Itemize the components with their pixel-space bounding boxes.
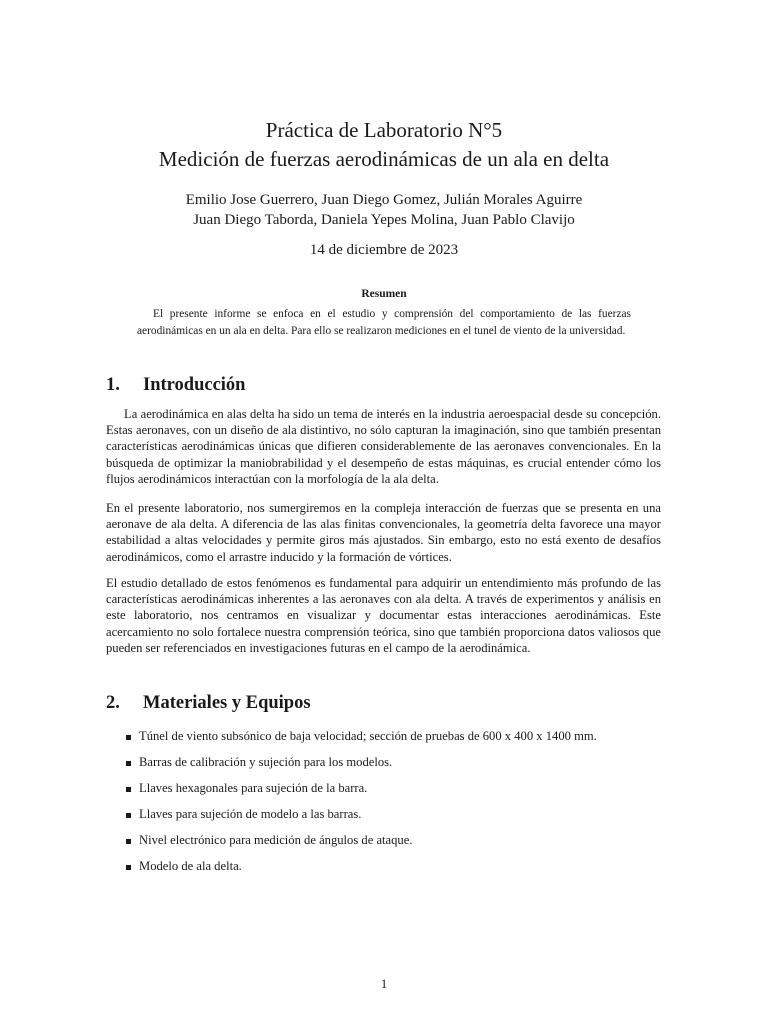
bullet-icon	[126, 735, 131, 740]
author-list	[0, 190, 768, 230]
intro-paragraph-1: La aerodinámica en alas delta ha sido un tema de interés en la industria aeroespacial desde su concepción. Estas aeronaves, con un diseño de ala distintivo, no sólo capturan la imaginación, sino que también presentan características aerodinámicas únicas que difieren considerablemente de las aeronaves convencionales. En la búsqueda de optimizar la maniobrabilidad y el desempeño de estas máquinas, es crucial entender cómo los flujos aerodinámicos interactúan con la morfología de la ala delta.	[106, 407, 661, 486]
intro-paragraph-2: En el presente laboratorio, nos sumergiremos en la compleja interacción de fuerzas que se presenta en una aeronave de ala delta. A diferencia de las alas finitas convencionales, la geometría delta favorece una mayor estabilidad a altas velocidades y permite giros más ajustados. Sin embargo, esto no está exento de desafíos aerodinámicos, como el arrastre inducido y la formación de vórtices.	[106, 501, 661, 564]
title-line-1: Práctica de Laboratorio N°5	[265, 118, 503, 142]
bullet-icon	[126, 839, 131, 844]
section-number: 2.	[106, 693, 120, 713]
section-heading-introduccion	[106, 373, 245, 397]
list-item	[126, 853, 597, 879]
materials-list	[126, 723, 597, 879]
section-number: 1.	[106, 375, 120, 395]
list-item-text: Llaves para sujeción de modelo a las barras.	[139, 807, 362, 821]
list-item	[126, 827, 597, 853]
list-item	[126, 775, 597, 801]
authors-line-1: Emilio Jose Guerrero, Juan Diego Gomez, Julián Morales Aguirre	[185, 192, 583, 208]
bullet-icon	[126, 761, 131, 766]
abstract-heading: Resumen	[361, 288, 407, 300]
list-item	[126, 801, 597, 827]
document-date: 14 de diciembre de 2023	[309, 242, 459, 258]
list-item	[126, 723, 597, 749]
list-item-text: Nivel electrónico para medición de ángulos de ataque.	[139, 833, 413, 847]
authors-line-2: Juan Diego Taborda, Daniela Yepes Molina, Juan Pablo Clavijo	[193, 212, 575, 228]
list-item	[126, 749, 597, 775]
document-title	[0, 116, 768, 174]
title-line-2: Medición de fuerzas aerodinámicas de un ala en delta	[158, 147, 610, 171]
list-item-text: Túnel de viento subsónico de baja velocidad; sección de pruebas de 600 x 400 x 1400 mm.	[139, 729, 597, 743]
section-title: Introducción	[143, 375, 246, 395]
intro-paragraph-3: El estudio detallado de estos fenómenos es fundamental para adquirir un entendimiento más profundo de las características aerodinámicas inherentes a las aeronaves con ala delta. A través de experimentos y análisis en este laboratorio, nos centramos en visualizar y documentar estas interacciones aerodinámicas. Este acercamiento no solo fortalece nuestra comprensión teórica, sino que también proporciona datos valiosos que pueden ser referenciados en investigaciones futuras en el campo de la aerodinámica.	[106, 576, 661, 655]
list-item-text: Barras de calibración y sujeción para los modelos.	[139, 755, 393, 769]
section-heading-materiales	[106, 691, 311, 715]
page-number: 1	[380, 977, 388, 991]
bullet-icon	[126, 787, 131, 792]
section-title: Materiales y Equipos	[143, 693, 311, 713]
list-item-text: Modelo de ala delta.	[139, 859, 242, 873]
bullet-icon	[126, 865, 131, 870]
bullet-icon	[126, 813, 131, 818]
list-item-text: Llaves hexagonales para sujeción de la barra.	[139, 781, 368, 795]
abstract-body: El presente informe se enfoca en el estudio y comprensión del comportamiento de las fuerzas aerodinámicas en un ala en delta. Para ello se realizaron mediciones en el tunel de viento de la universidad.	[137, 308, 631, 337]
